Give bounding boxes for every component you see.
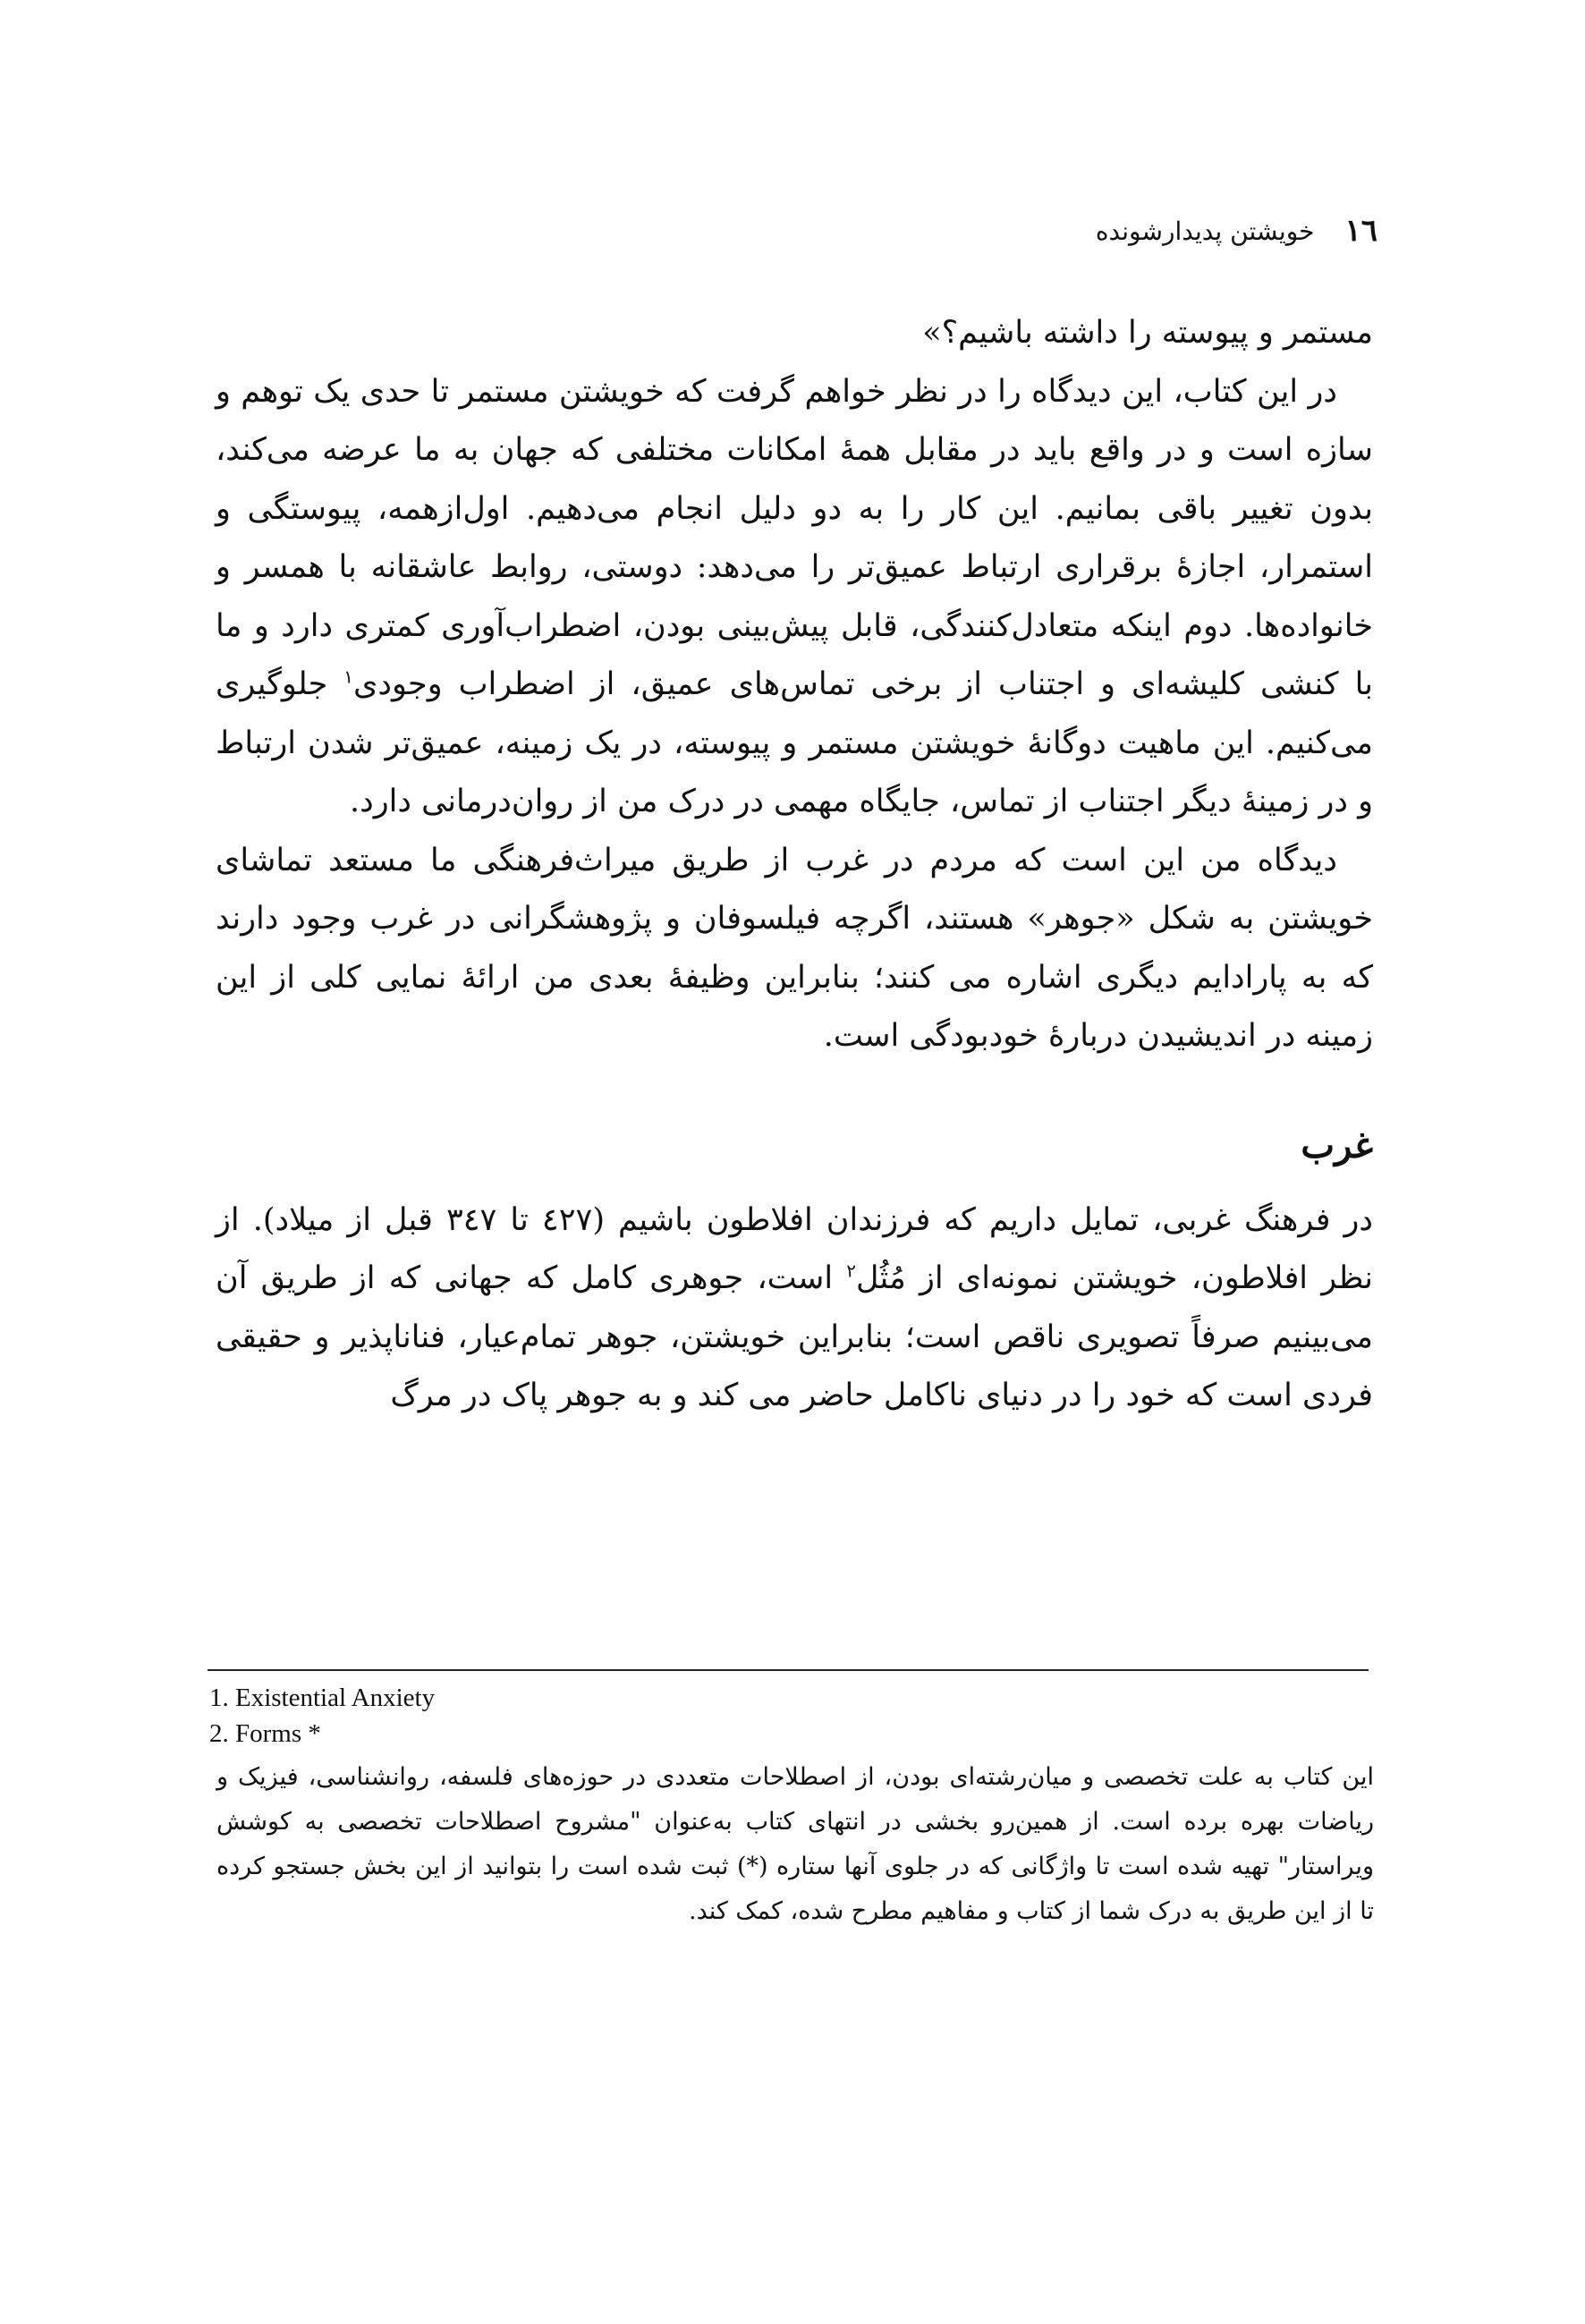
footnote-divider (208, 1669, 1369, 1671)
paragraph-3: دیدگاه من این است که مردم در غرب از طریق میراث‌فرهنگی ما مستعد تماشای خویشتن به شکل «جوهر» هستند، اگرچه فیلسوفان و پژوهشگرانی در غرب وجود دارند که به پارادایم دیگری اشاره می کنند؛ بنابراین وظیفهٔ بعدی من ارائهٔ نمایی کلی از این زمینه در اندیشیدن دربارهٔ خودبودگی است. (216, 842, 1373, 1054)
paragraph-2-text-rest: جلوگیری می‌کنیم. این ماهیت دوگانهٔ خویشتن مستمر و پیوسته، در یک زمینه، عمیق‌تر شدن ارتباط و در زمینهٔ دیگر اجتناب از تماس، جایگاه مهمی در درک من از روان‌درمانی دارد. (216, 666, 1373, 819)
paragraph-2-text: در این کتاب، این دیدگاه را در نظر خواهم گرفت که خویشتن مستمر تا حدی یک توهم و سازه است و در واقع باید در مقابل همهٔ امکانات مختلفی که جهان به ما عرضه می‌کند، بدون تغییر باقی بمانیم. این کار را به دو دلیل انجام می‌دهیم. اول‌ازهمه، پیوستگی و استمرار، اجازهٔ برقراری ارتباط عمیق‌تر را می‌دهد: دوستی، روابط عاشقانه با همسر و خانواده‌ها. دوم اینکه متعادل‌کنندگی، قابل پیش‌بینی بودن، اضطراب‌آوری کمتری دارد و ما با کنشی کلیشه‌ای و اجتناب از برخی تماس‌های عمیق، از اضطراب وجودی (216, 373, 1373, 702)
paragraph-2 (216, 363, 1373, 832)
glossary-note: این کتاب به علت تخصصی و میان‌رشته‌ای بودن، از اصطلاحات متعددی در حوزه‌های فلسفه، روانشناسی، فیزیک و ریاضات بهره برده است. از همین‌رو بخشی در انتهای کتاب به‌عنوان "مشروح اصطلاحات تخصصی به کوشش ویراستار" تهیه شده است تا واژگانی که در جلوی آنها ستاره (*) ثبت شده است را بتوانید از این بخش جستجو کرده تا از این طریق به درک شما از کتاب و مفاهیم مطرح شده، کمک کند. (216, 1763, 1374, 1925)
paragraph-1: مستمر و پیوسته را داشته باشیم؟» (922, 315, 1373, 351)
paragraph-4-text-rest: است، جوهری کامل که جهانی که از طریق آن می‌بینیم صرفاً تصویری ناقص است؛ بنابراین خویشتن، جوهر تمام‌عیار، فناناپذیر و حقیقی فردی است که خود را در دنیای ناکامل حاضر می کند و به جوهر پاک در مرگ (216, 1260, 1373, 1413)
paragraph-4-text: در فرهنگ غربی، تمایل داریم که فرزندان افلاطون باشیم (٤٢٧ تا ٣٤٧ قبل از میلاد). از نظر افلاطون، خویشتن نمونه‌ای از مُثُل (216, 1201, 1373, 1296)
main-text (216, 304, 1373, 1426)
footnote-2: 2. Forms * (209, 1719, 321, 1748)
page-number: ١٦ (1344, 213, 1377, 249)
footnote-marker-1: ١ (343, 666, 353, 688)
book-title: خویشتن پدیدارشونده (1095, 216, 1315, 246)
paragraph-4 (216, 1192, 1373, 1426)
section-heading: غرب (1301, 1124, 1373, 1166)
running-head (208, 204, 1377, 258)
footnotes-list (209, 1680, 1363, 1751)
footnote-marker-2: ٢ (846, 1260, 856, 1282)
footnote-1: 1. Existential Anxiety (209, 1684, 436, 1712)
